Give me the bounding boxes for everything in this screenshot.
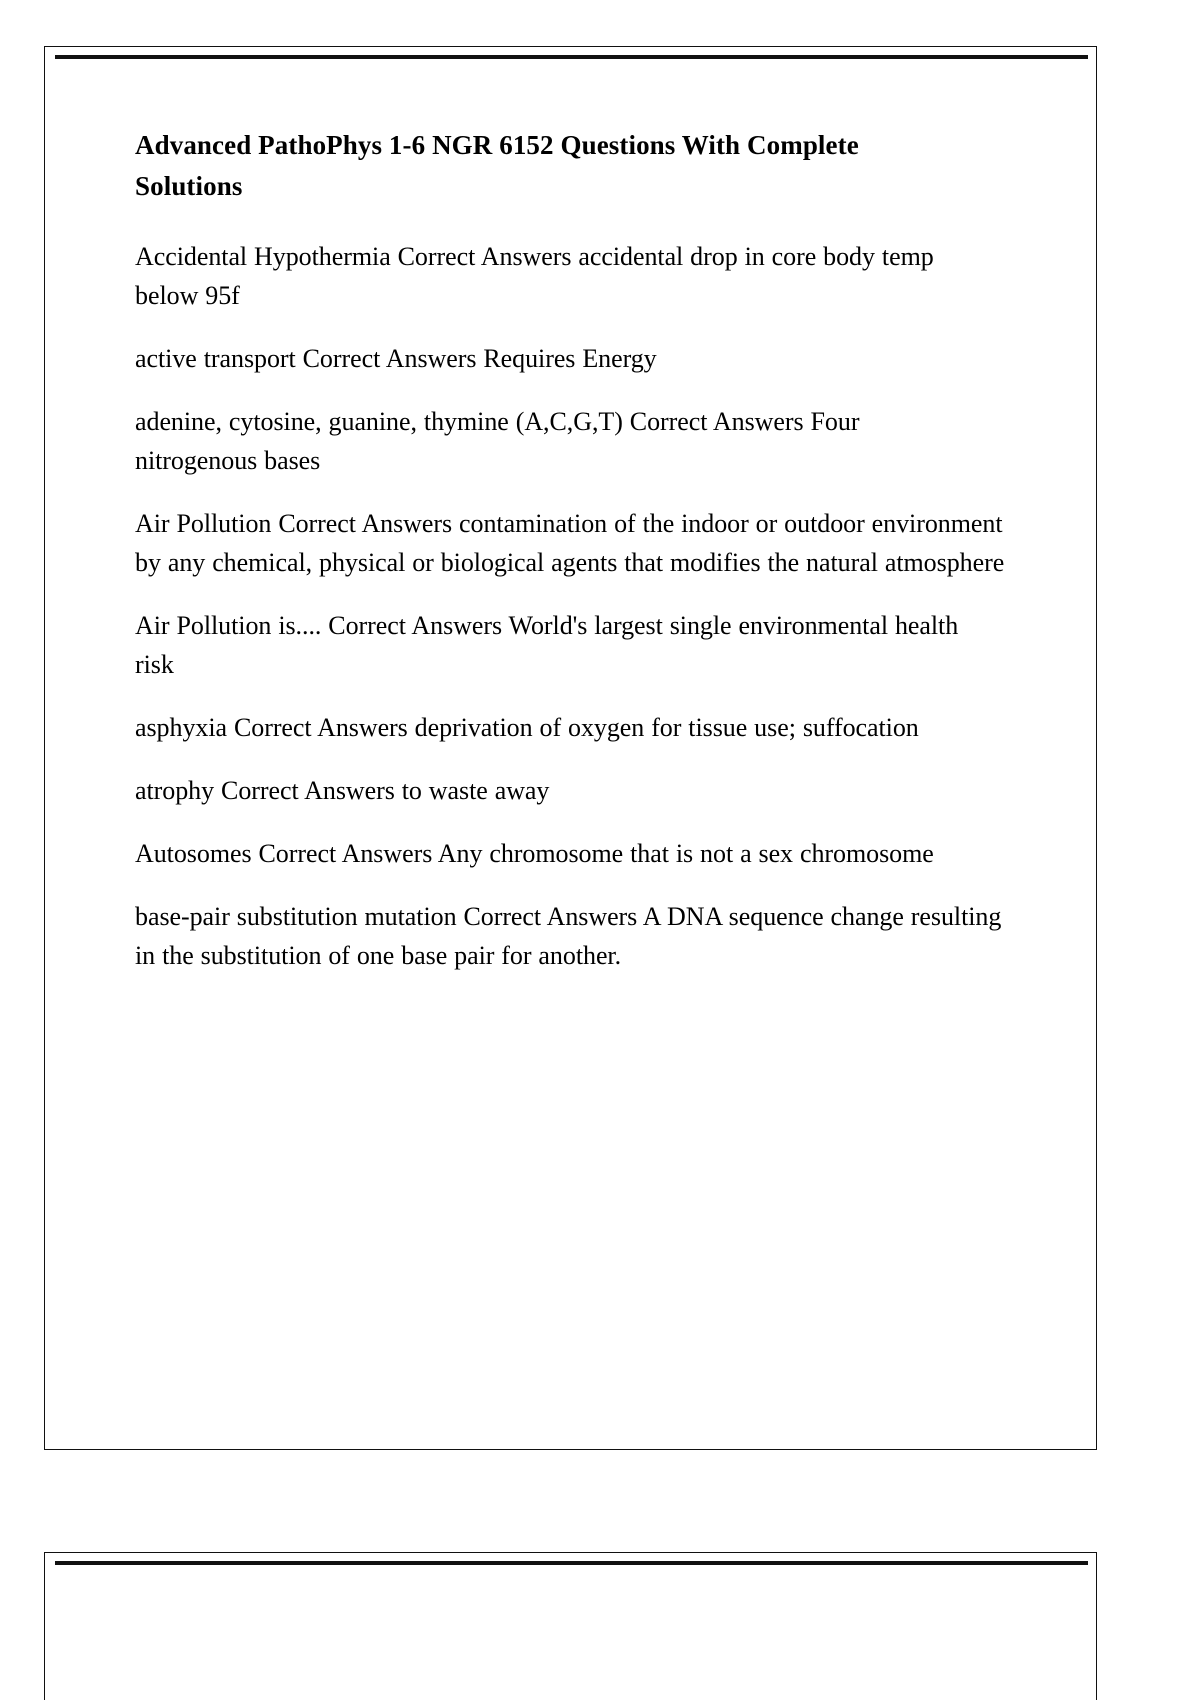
qa-entry-accidental-hypothermia: Accidental Hypothermia Correct Answers accidental drop in core body temp below 95f xyxy=(135,242,934,310)
page-top-rule xyxy=(55,1561,1088,1565)
qa-entry-asphyxia: asphyxia Correct Answers deprivation of oxygen for tissue use; suffocation xyxy=(135,713,919,742)
qa-entry-active-transport: active transport Correct Answers Requires Energy xyxy=(135,344,657,373)
document-page-1 xyxy=(44,46,1097,1450)
qa-entry-atrophy: atrophy Correct Answers to waste away xyxy=(135,776,550,805)
page-top-rule xyxy=(55,55,1088,59)
page-title: Advanced PathoPhys 1-6 NGR 6152 Questions With Complete Solutions xyxy=(135,130,859,201)
document-page-2 xyxy=(44,1552,1097,1700)
qa-entry-air-pollution-is: Air Pollution is.... Correct Answers World's largest single environmental health risk xyxy=(135,611,959,679)
qa-entry-base-pair-substitution: base-pair substitution mutation Correct Answers A DNA sequence change resulting in the substitution of one base pair for another. xyxy=(135,902,1002,970)
page-content-area xyxy=(135,125,1015,975)
qa-entry-autosomes: Autosomes Correct Answers Any chromosome that is not a sex chromosome xyxy=(135,839,934,868)
qa-entry-air-pollution: Air Pollution Correct Answers contamination of the indoor or outdoor environment by any chemical, physical or biological agents that modifies the natural atmosphere xyxy=(135,509,1005,577)
qa-entry-nitrogenous-bases: adenine, cytosine, guanine, thymine (A,C,G,T) Correct Answers Four nitrogenous bases xyxy=(135,407,860,475)
